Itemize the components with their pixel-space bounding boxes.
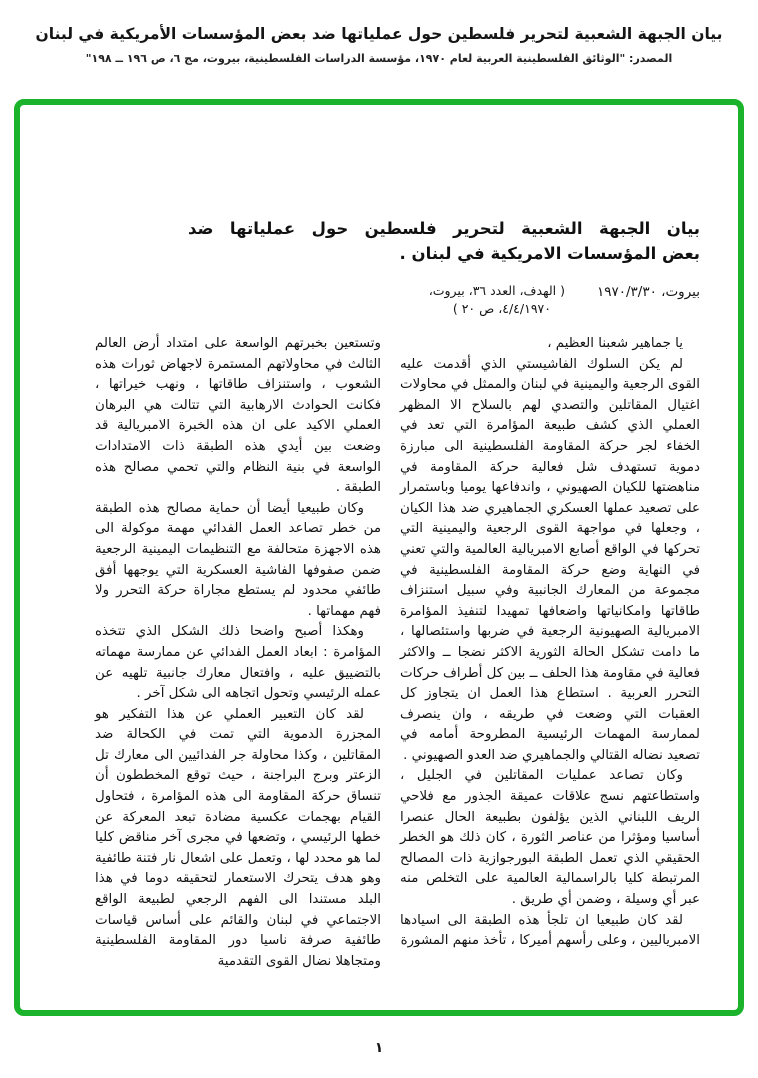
paragraph: وكان تصاعد عمليات المقاتلين في الجليل ، واستطاعتهم نسج علاقات عميقة الجذور مع فلاحي الريف اللبناني الذين يؤلفون بطبيعة الحال عنصرا أساسيا ومؤثرا من عناصر الثورة ، كان ذلك هو الخطر الحقيقي الذي تعمل الطبقة البورجوازية ذات المصالح المرتبطة كليا بالراسمالية العالمية على التخلص منه عبر أي وسيلة ، وضمن أي طريق .	[400, 768, 700, 908]
column-right	[400, 334, 700, 952]
header-title: بيان الجبهة الشعبية لتحرير فلسطين حول عملياتها ضد بعض المؤسسات الأمريكية في لبنان	[35, 25, 723, 43]
citation-line-2: ٤/٤/١٩٧٠، ص ٢٠ )	[452, 301, 551, 316]
citation-line-1: ( الهدف، العدد ٣٦، بيروت،	[428, 283, 565, 298]
paragraph: لقد كان التعبير العملي عن هذا التفكير هو المجزرة الدموية التي تمت في الكحالة ضد المقاتلين ، وكذا محاولة جر الفدائيين الى معارك تل الزعتر وبرج البراجنة ، حيث توقع المخططون أن تنساق حركة المقاومة الى هذه المؤامرة ، فتحاول القيام بهجمات عكسية مضادة تبعد المعركة عن خطها الرئيسي ، وتضعها في مجرى آخر مناقض كليا لما هو محدد لها ، وتعمل على اشعال نار فتنة طائفية وهو هدف يتحرك الاستعمار لتحقيقه دوما في هذا البلد مستندا الى الفهم الرجعي لطبيعة الواقع الاجتماعي في لبنان والقائم على أساس قياسات طائفية صرفة ناسيا دور المقاومة الفلسطينية ومتجاهلا نضال القوى التقدمية	[95, 706, 381, 969]
citation	[429, 282, 565, 318]
header-source: المصدر: "الوثائق الفلسطينية العربية لعام ١٩٧٠، مؤسسة الدراسات الفلسطينية، بيروت، مج ٦، ص ١٩٦ ــ ١٩٨"	[85, 52, 673, 65]
outer-header	[0, 24, 758, 65]
paragraph-continuation: وتستعين بخبرتهم الواسعة على امتداد أرض العالم الثالث في محاولاتهم المستمرة لاجهاض ثورات هذه الشعوب ، واستنزاف طاقاتها ، ونهب خيراتها ، فكانت الحوادث الارهابية التي تتالت هي البرهان العملي الاكيد على ان هذه الخبرة الامبريالية قد وضعت بين أيدي هذه الطبقة ذات الامتدادات الواسعة في بنية النظام والتي تحمي مصالح هذه الطبقة .	[95, 336, 381, 496]
paragraph: وكان طبيعيا أيضا أن حماية مصالح هذه الطبقة من خطر تصاعد العمل الفدائي مهمة موكولة الى هذه الاجهزة متحالفة مع التنظيمات اليمينية الرجعية ضمن صفوفها الفاشية العسكرية التي يوجهها أفق طائفي محدود لم يستطع مجاراة حركة التحرر ولا فهم مهماتها .	[95, 500, 381, 619]
dateline: بيروت، ١٩٧٠/٣/٣٠	[596, 284, 700, 300]
paragraph: لم يكن السلوك الفاشيستي الذي أقدمت عليه القوى الرجعية واليمينية في لبنان والممثل في محاولات اغتيال المقاتلين والتصدي لهم بالسلاح الا المظهر العملي الذي كشف طبيعة المؤامرة التي تعد في الخفاء لجر حركة المقاومة الفلسطينية الى مبارزة دموية تستهدف شل فعالية حركة المقاومة في مناهضتها للكيان الصهيوني ، واندفاعها يوميا وباستمرار على تصعيد عملها العسكري الجماهيري ضد هذا الكيان ، وجعلها في مواجهة القوى الرجعية واليمينية التي تحركها في الواقع أصابع الامبريالية العالمية والتي تعني في النهاية وضع حركة المقاومة الفلسطينية في مجموعة من المعارك الجانبية وفي سبيل استنزاف طاقاتها وامكانياتها واضعافها تمهيدا لتنفيذ المؤامرة الامبريالية الصهيونية الرجعية في ضربها واستئصالها ، ما دامت تشكل الحالة الثورية الاكثر نضجا ــ والاكثر فعالية في مقاومة هذا الحلف ــ بين كل أطراف حركات التحرر العربية . استطاع هذا العمل ان يتجاوز كل العقبات التي وضعت في طريقه ، وان ينصرف لممارسة المهمات الرئيسية المطروحة أمامه في تصعيد نضاله القتالي والجماهيري ضد العدو الصهيوني .	[399, 356, 700, 763]
paragraph: لقد كان طبيعيا ان تلجأ هذه الطبقة الى اسيادها الامبرياليين ، وعلى رأسهم أميركا ، تأخذ منهم المشورة	[400, 912, 700, 949]
page-number: ١	[374, 1040, 384, 1056]
document-title	[188, 216, 700, 266]
scanned-document-page	[14, 99, 744, 1016]
column-left	[95, 334, 381, 972]
paragraph: وهكذا أصبح واضحا ذلك الشكل الذي تتخذه المؤامرة : ابعاد العمل الفدائي عن ممارسة مهماته بالتضييق عليه ، وافتعال معارك جانبية تلهيه عن عمله الرئيسي وتحول اتجاهه الى شكل آخر .	[95, 624, 381, 702]
document-title-line-2: بعض المؤسسات الامريكية في لبنان .	[399, 244, 700, 263]
dateline-row	[188, 282, 700, 318]
salutation: يا جماهير شعبنا العظيم ،	[547, 336, 683, 351]
document-title-line-1: بيان الجبهة الشعبية لتحرير فلسطين حول عملياتها ضد	[188, 219, 700, 238]
